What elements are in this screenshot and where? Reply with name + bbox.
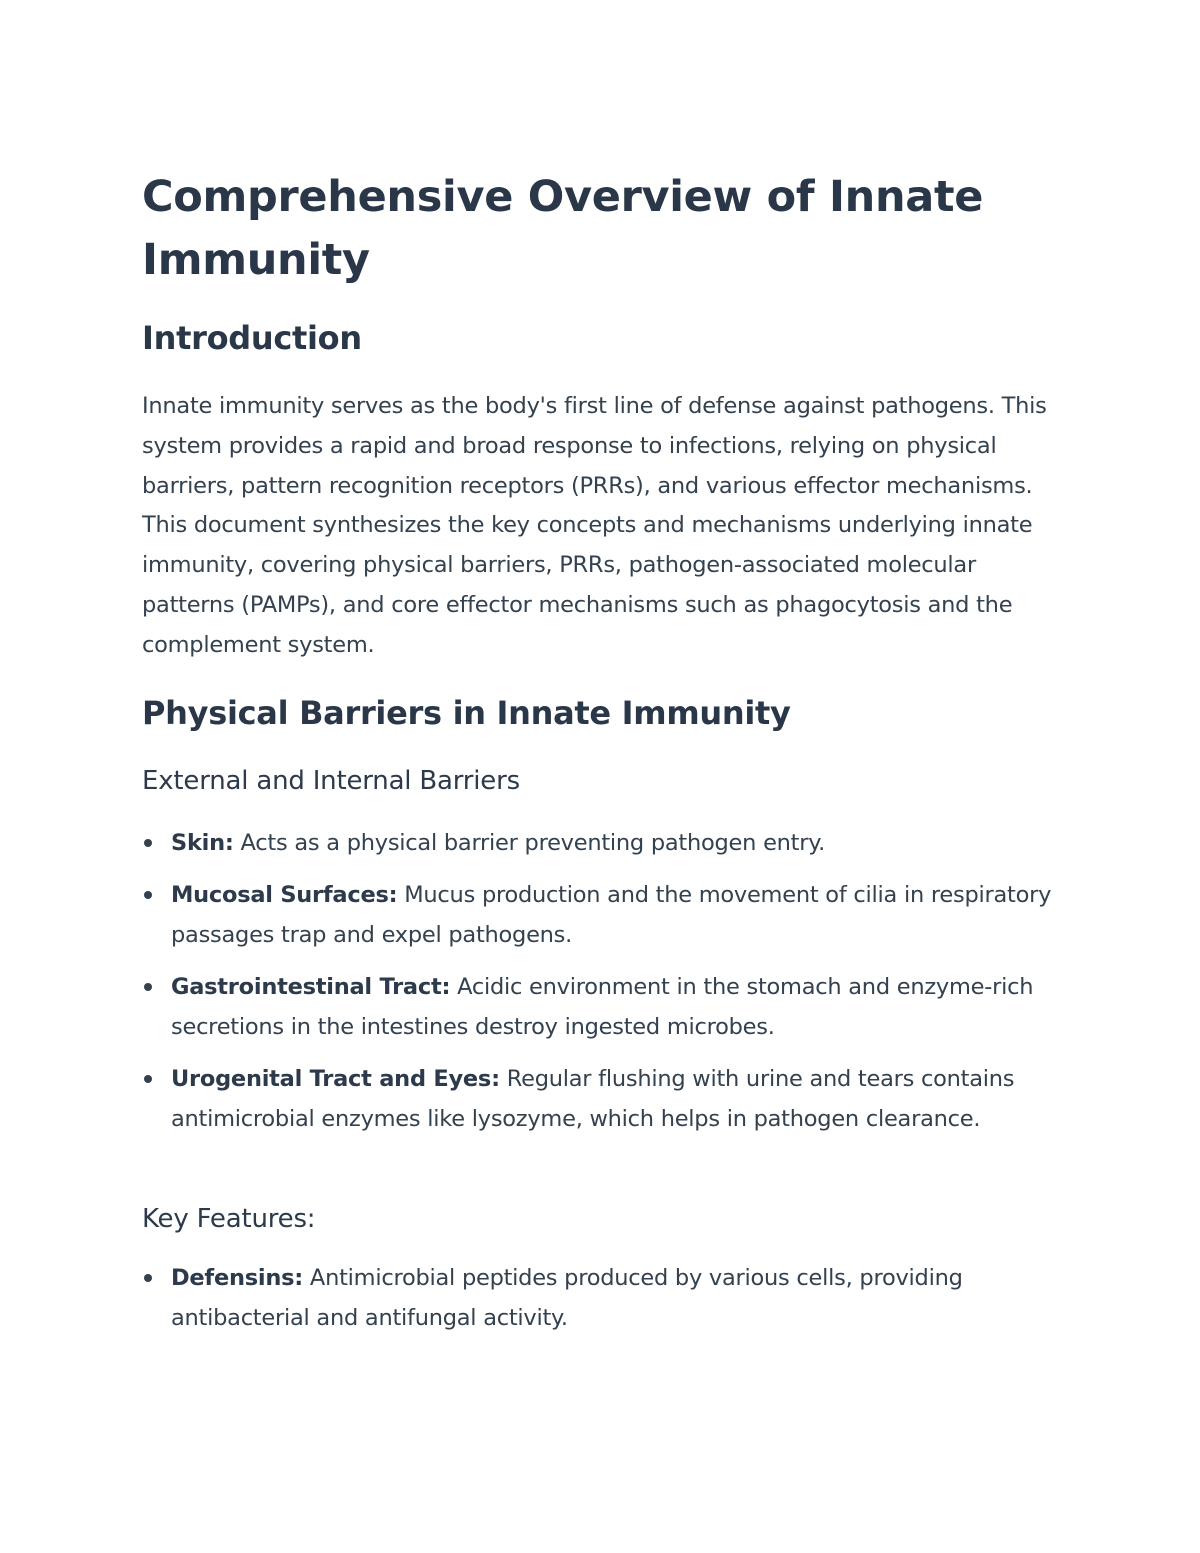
list-item-text: Regular flushing with urine and tears contains antimicrobial enzymes like lysozyme, which helps in pathogen clearance. [171, 1066, 1015, 1132]
key-features-subheading: Key Features: [142, 1204, 316, 1234]
bullet-icon [144, 839, 152, 847]
list-item-gastrointestinal-tract [142, 967, 1060, 1047]
key-features-list [142, 1258, 1060, 1350]
list-item-text: Mucus production and the movement of cilia in respiratory passages trap and expel pathogens. [171, 882, 1052, 948]
introduction-heading: Introduction [142, 319, 362, 357]
list-item-text: Acidic environment in the stomach and enzyme-rich secretions in the intestines destroy ingested microbes. [171, 974, 1034, 1040]
bullet-icon [144, 1274, 152, 1282]
bullet-icon [144, 983, 152, 991]
list-item-defensins [142, 1258, 1060, 1338]
list-item-skin [142, 823, 1060, 863]
list-item-term: Gastrointestinal Tract: [171, 974, 451, 1000]
list-item-mucosal-surfaces [142, 875, 1060, 955]
list-item-term: Urogenital Tract and Eyes: [171, 1066, 500, 1092]
external-internal-barriers-subheading: External and Internal Barriers [142, 766, 520, 796]
list-item-term: Mucosal Surfaces: [171, 882, 398, 908]
document-title: Comprehensive Overview of Innate Immunity [142, 172, 984, 285]
list-item-term: Skin: [171, 830, 234, 856]
list-item-text: Antimicrobial peptides produced by various cells, providing antibacterial and antifungal activity. [171, 1265, 963, 1331]
barriers-list [142, 823, 1060, 1151]
bullet-icon [144, 891, 152, 899]
introduction-paragraph: Innate immunity serves as the body's first line of defense against pathogens. This system provides a rapid and broad response to infections, relying on physical barriers, pattern recognition receptors (PRRs), and various effector mechanisms. This document synthesizes the key concepts and mechanisms underlying innate immunity, covering physical barriers, PRRs, pathogen-associated molecular patterns (PAMPs), and core effector mechanisms such as phagocytosis and the complement system. [142, 393, 1047, 658]
list-item-urogenital-tract-and-eyes [142, 1059, 1060, 1139]
bullet-icon [144, 1075, 152, 1083]
physical-barriers-heading: Physical Barriers in Innate Immunity [142, 694, 791, 732]
list-item-text: Acts as a physical barrier preventing pathogen entry. [233, 830, 825, 856]
list-item-term: Defensins: [171, 1265, 304, 1291]
